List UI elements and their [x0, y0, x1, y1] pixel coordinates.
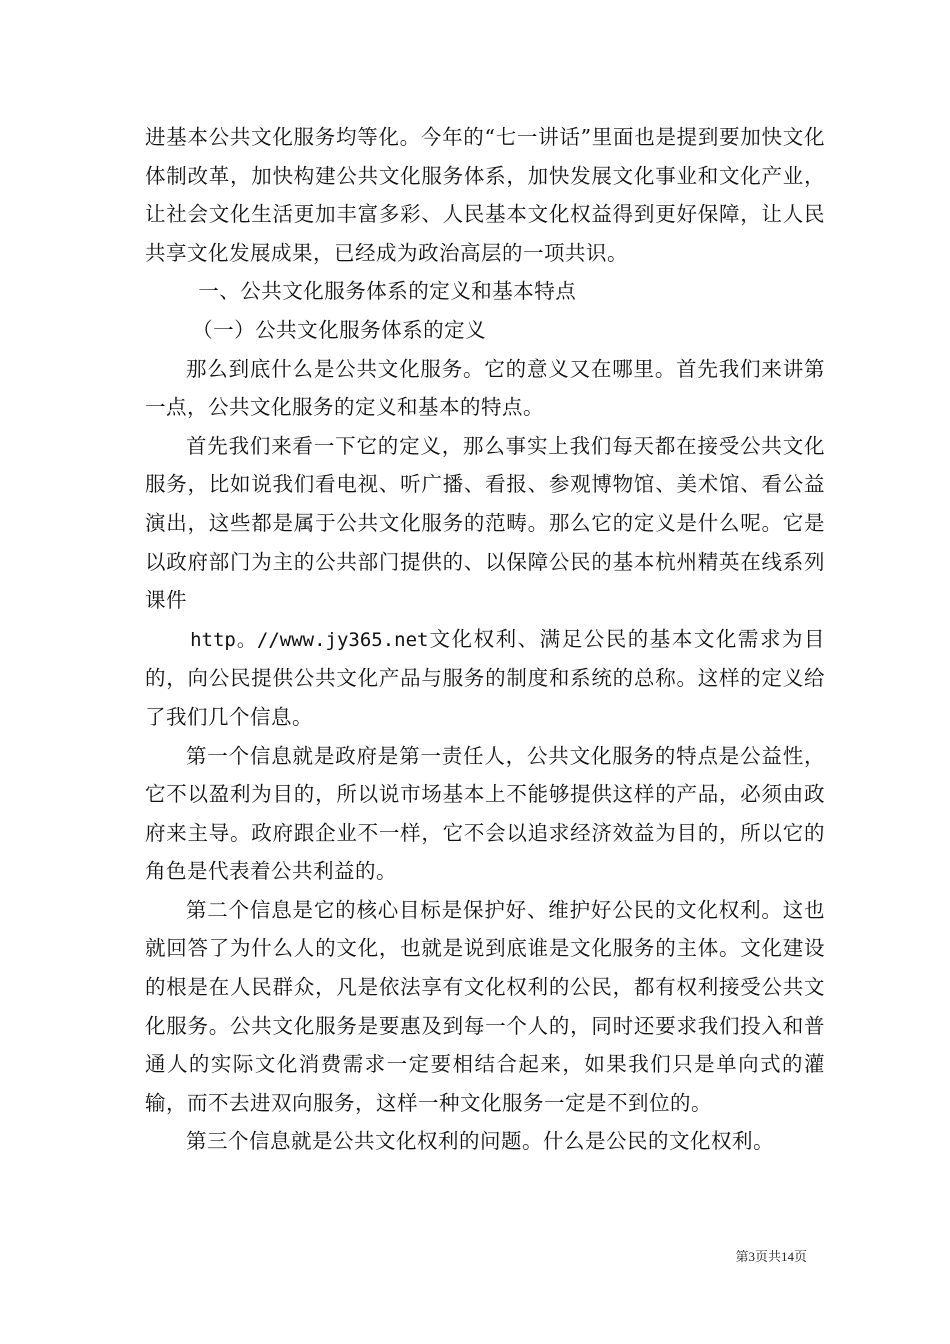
paragraph-continuation: 进基本公共文化服务均等化。今年的“七一讲话”里面也是提到要加快文化体制改革，加快构建公共文化服务体系，加快发展文化事业和文化产业，让社会文化生活更加丰富多彩、人民基本文化权益得到更好保障，让人民共享文化发展成果，已经成为政治高层的一项共识。 [145, 125, 825, 265]
url-text: http。//www.jy365.net [190, 628, 429, 651]
paragraph: 首先我们来看一下它的定义，那么事实上我们每天都在接受公共文化服务，比如说我们看电视、听广播、看报、参观博物馆、美术馆、看公益演出，这些都是属于公共文化服务的范畴。那么它的定义是什么呢。它是以政府部门为主的公共部门提供的、以保障公民的基本杭州精英在线系列课件 [145, 433, 825, 613]
paragraph: 那么到底什么是公共文化服务。它的意义又在哪里。首先我们来讲第一点，公共文化服务的定义和基本的特点。 [145, 356, 825, 420]
footer-middle: 页共 [754, 1250, 781, 1265]
total-pages-number: 14 [780, 1249, 794, 1264]
section-heading: 一、公共文化服务体系的定义和基本特点 [198, 279, 577, 304]
footer-suffix: 页 [793, 1250, 807, 1265]
paragraph: 第一个信息就是政府是第一责任人，公共文化服务的特点是公益性，它不以盈利为目的，所以说市场基本上不能够提供这样的产品，必须由政府来主导。政府跟企业不一样，它不会以追求经济效益为目的，所以它的角色是代表着公共利益的。 [145, 743, 825, 884]
paragraph: 第二个信息是它的核心目标是保护好、维护好公民的文化权利。这也就回答了为什么人的文化，也就是说到底谁是文化服务的主体。文化建设的根是在人民群众，凡是依法享有文化权利的公民，都有权利接受公共文化服务。公共文化服务是要惠及到每一个人的，同时还要求我们投入和普通人的实际文化消费需求一定要相结合起来，如果我们只是单向式的灌输，而不去进双向服务，这样一种文化服务一定是不到位的。 [145, 897, 825, 1115]
document-body [145, 118, 825, 1161]
paragraph-text: 文化权利、满足公民的基本文化需求为目的，向公民提供公共文化产品与服务的制度和系统的总称。这样的定义给了我们几个信息。 [145, 626, 826, 729]
current-page-number: 3 [748, 1249, 755, 1264]
paragraph-with-url [145, 620, 825, 737]
subsection-heading: （一）公共文化服务体系的定义 [192, 317, 487, 342]
page-footer [735, 1246, 807, 1265]
paragraph: 第三个信息就是公共文化权利的问题。什么是公民的文化权利。 [186, 1129, 774, 1154]
footer-prefix: 第 [735, 1250, 749, 1265]
